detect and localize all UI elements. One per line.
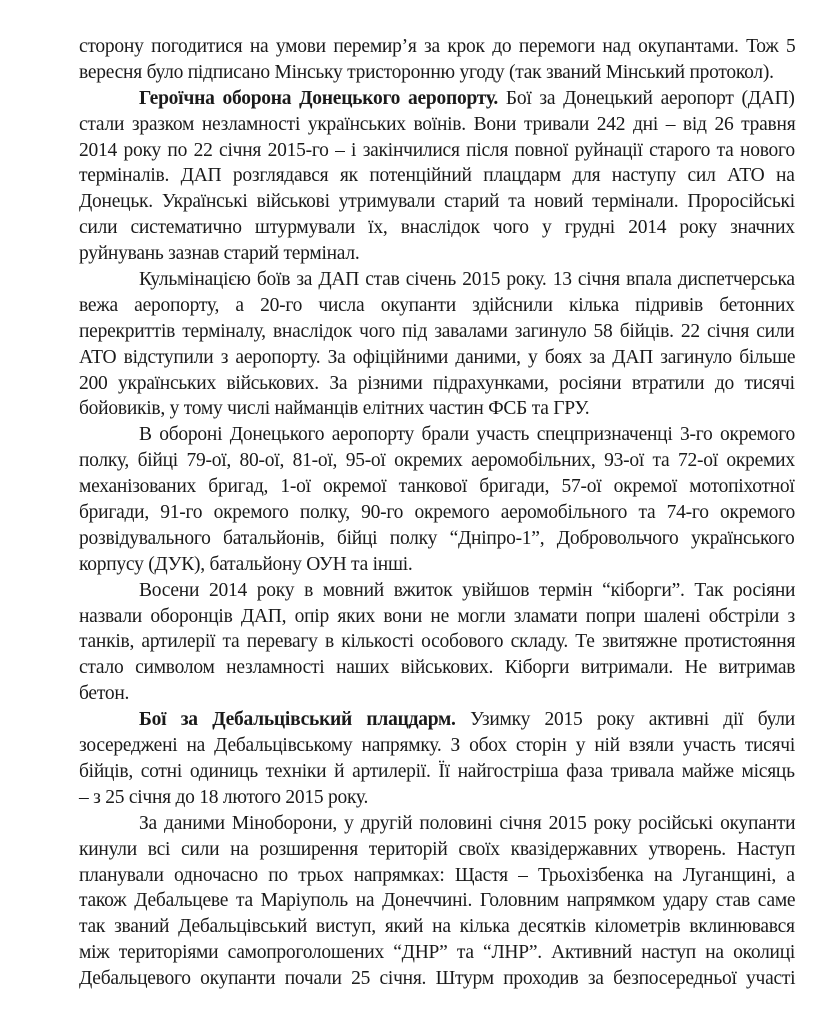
- text-run: Узимку 2015 року активні дії були: [455, 709, 795, 731]
- text-line: зосереджені на Дебальцівському напрямку. З обох сторін у ній взяли участь тисячі: [79, 735, 795, 757]
- paragraph-airport-culmination: [79, 267, 795, 422]
- text-line: 200 українських військових. За різними підрахунками, росіяни втратили до тисячі: [79, 372, 795, 394]
- text-line: Восени 2014 року в мовний вжиток увійшов термін “кіборги”. Так росіяни: [139, 579, 796, 601]
- text-line: корпусу (ДУК), батальйону ОУН та інші.: [79, 553, 413, 575]
- paragraph-cyborgs: [79, 578, 795, 707]
- text-line: бетон.: [79, 683, 130, 705]
- text-line: руйнувань зазнав старий термінал.: [79, 243, 360, 265]
- text-line: терміналів. ДАП розглядався як потенційний плацдарм для наступу сил АТО на: [79, 165, 795, 187]
- paragraph-debaltseve: [79, 707, 795, 811]
- text-line: В обороні Донецького аеропорту брали участь спецпризначенці 3-го окремого: [139, 424, 796, 446]
- document-page: [79, 34, 795, 992]
- text-line: сторону погодитися на умови перемир’я за крок до перемоги над окупантами. Тож 5: [79, 36, 796, 57]
- text-line: бригади, 91-го окремого полку, 90-го окремого аеромобільного та 74-го окремого: [79, 502, 795, 524]
- paragraph-donetsk-airport: [79, 86, 795, 267]
- text-line: – з 25 січня до 18 лютого 2015 року.: [79, 786, 369, 808]
- text-line: АТО відступили з аеропорту. За офіційними даними, у боях за ДАП загинуло більше: [79, 346, 796, 368]
- text-line: 2014 року по 22 січня 2015-го – і закінчилися після повної руйнації старого та нового: [79, 139, 795, 161]
- text-line: назвали оборонців ДАП, опір яких вони не могли зламати попри шалені обстріли з: [79, 605, 795, 627]
- section-heading: Героїчна оборона Донецького аеропорту.: [139, 87, 499, 109]
- text-line: між територіями самопроголошених “ДНР” та “ЛНР”. Активний наступ на околиці: [79, 942, 796, 964]
- section-heading: Бої за Дебальцівський плацдарм.: [139, 709, 456, 731]
- text-line: Дебальцевого окупанти почали 25 січня. Штурм проходив за безпосередньої участі: [79, 968, 796, 990]
- text-line: [79, 707, 795, 733]
- text-line: бойовиків, у тому числі найманців елітних частин ФСБ та ГРУ.: [79, 398, 590, 420]
- text-line: стало символом незламності наших військових. Кіборги витримали. Не витримав: [79, 657, 796, 679]
- text-line: також Дебальцеве та Маріуполь на Донеччині. Головним напрямком удару став саме: [79, 890, 796, 912]
- text-line: кинули всі сили на розширення територій своїх квазідержавних утворень. Наступ: [79, 838, 796, 860]
- paragraph-airport-units: [79, 422, 795, 577]
- text-line: стали зразком незламності українських воїнів. Вони тривали 242 дні – від 26 травня: [79, 113, 796, 135]
- text-line: танків, артилерії та перевагу в кількості особового складу. Те звитяжне протистояння: [79, 631, 796, 653]
- text-line: вежа аеропорту, а 20-го числа окупанти здійснили кілька підривів бетонних: [79, 294, 795, 316]
- paragraph-minsk-protocol: [79, 34, 795, 86]
- text-line: планували одночасно по трьох напрямках: Щастя – Трьохізбенка на Луганщині, а: [79, 864, 795, 886]
- text-line: перекриттів терміналу, внаслідок чого під завалами загинуло 58 бійців. 22 січня сили: [79, 320, 795, 342]
- text-line: вересня було підписано Мінську тристоронню угоду (так званий Мінський протокол).: [79, 61, 774, 83]
- text-run: Бої за Донецький аеропорт (ДАП): [498, 87, 795, 109]
- text-line: так званий Дебальцівський виступ, який на кілька десятків кілометрів вклинювався: [79, 916, 795, 938]
- text-line: [79, 86, 795, 112]
- text-line: розвідувального батальйонів, бійці полку “Дніпро-1”, Добровольчого українського: [79, 527, 795, 549]
- paragraph-mod-data: [79, 811, 795, 992]
- text-line: Кульмінацією боїв за ДАП став січень 2015 року. 13 січня впала диспетчерська: [139, 269, 795, 291]
- text-line: За даними Міноборони, у другій половині січня 2015 року російські окупанти: [139, 812, 796, 834]
- text-line: сили систематично штурмували їх, внаслідок чого у грудні 2014 року значних: [79, 217, 795, 239]
- text-line: бійців, сотні одиниць техніки й артилерії. Її найгостріша фаза тривала майже місяць: [79, 760, 795, 782]
- text-line: Донецьк. Українські військові утримували старий та новий термінали. Проросійські: [79, 191, 795, 213]
- text-line: полку, бійці 79-ої, 80-ої, 81-ої, 95-ої окремих аеромобільних, 93-ої та 72-ої окремих: [79, 450, 795, 472]
- text-line: механізованих бригад, 1-ої окремої танкової бригади, 57-ої окремої мотопіхотної: [79, 476, 795, 498]
